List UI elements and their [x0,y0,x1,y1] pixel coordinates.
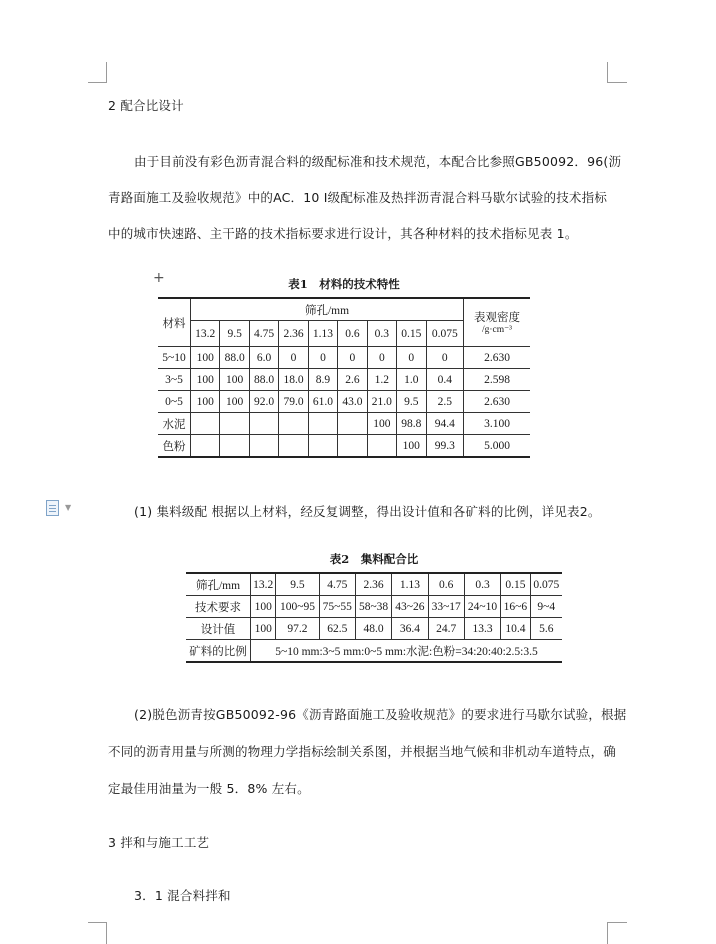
corner-mark-top-left-v [106,62,107,82]
table-row: 0~5 100 100 92.0 79.0 61.0 43.0 21.0 9.5 2.5 2.630 [158,391,530,413]
corner-mark-bottom-left-h [88,922,107,923]
paragraph-1-line-2: 青路面施工及验收规范》中的AC．10 I级配标准及热拌沥青混合料马歇尔试验的技术指标 [108,190,608,205]
table-row: 筛孔/mm 13.2 9.5 4.75 2.36 1.13 0.6 0.3 0.15 0.075 [186,573,562,596]
corner-mark-top-right-h [607,82,627,83]
table-1-sieve: 2.36 [279,321,308,347]
paragraph-3-line-2: 不同的沥青用量与所测的物理力学指标绘制关系图，并根据当地气候和非机动车道特点，确 [108,744,617,759]
table-1-density-header: 表观密度 /g·cm⁻³ [464,298,531,347]
table-1 [158,297,530,458]
corner-mark-bottom-left-v [106,922,107,944]
table-row: 技术要求 100 100~95 75~55 58~38 43~26 33~17 24~10 16~6 9~4 [186,596,562,618]
table-row: 色粉 100 99.3 5.000 [158,435,530,458]
section-heading-3: 3 拌和与施工工艺 [108,835,210,850]
table-2-caption: 表2 集料配合比 [329,552,419,566]
table-row: 5~10 100 88.0 6.0 0 0 0 0 0 0 2.630 [158,347,530,369]
table-1-sieve: 0.3 [367,321,396,347]
table-row: 水泥 100 98.8 94.4 3.100 [158,413,530,435]
corner-mark-top-left-h [88,82,107,83]
table-1-group-header: 筛孔/mm [191,298,464,321]
table-1-row-header: 材料 [158,298,191,347]
table-1-sieve: 9.5 [220,321,249,347]
table-1-sieve: 0.075 [426,321,464,347]
table-row: 矿料的比例 5~10 mm:3~5 mm:0~5 mm:水泥:色粉=34:20:40:2.5:3.5 [186,640,562,663]
table-row: 3~5 100 100 88.0 18.0 8.9 2.6 1.2 1.0 0.4 2.598 [158,369,530,391]
corner-mark-bottom-right-h [607,922,627,923]
table-row: 设计值 100 97.2 62.5 48.0 36.4 24.7 13.3 10.4 5.6 [186,618,562,640]
paragraph-2: (1) 集料级配 根据以上材料，经反复调整，得出设计值和各矿料的比例，详见表2。 [134,504,601,519]
paragraph-3-line-3: 定最佳用油量为一般 5．8% 左右。 [108,781,310,796]
table-1-sieve: 0.15 [397,321,426,347]
section-heading-3-1: 3．1 混合料拌和 [134,888,231,903]
document-icon[interactable] [46,500,74,516]
table-1-sieve: 1.13 [308,321,337,347]
table-1-sieve: 0.6 [338,321,367,347]
corner-mark-top-right-v [607,62,608,82]
table-2 [186,572,562,663]
paragraph-3-line-1: (2)脱色沥青按GB50092-96《沥青路面施工及验收规范》的要求进行马歇尔试验，根据 [134,707,627,722]
section-heading-2: 2 配合比设计 [108,98,184,113]
corner-mark-bottom-right-v [607,922,608,944]
table-1-caption: 表1 材料的技术特性 [288,277,400,291]
paragraph-1-line-1: 由于目前没有彩色沥青混合料的级配标准和技术规范，本配合比参照GB50092．96(沥 [134,154,622,169]
table-1-sieve: 4.75 [249,321,278,347]
table-1-sieve: 13.2 [191,321,220,347]
cursor-cross-icon: + [153,270,165,286]
chevron-down-icon: ▼ [65,503,72,512]
paragraph-1-line-3: 中的城市快速路、主干路的技术指标要求进行设计，其各种材料的技术指标见表 1。 [108,226,578,241]
